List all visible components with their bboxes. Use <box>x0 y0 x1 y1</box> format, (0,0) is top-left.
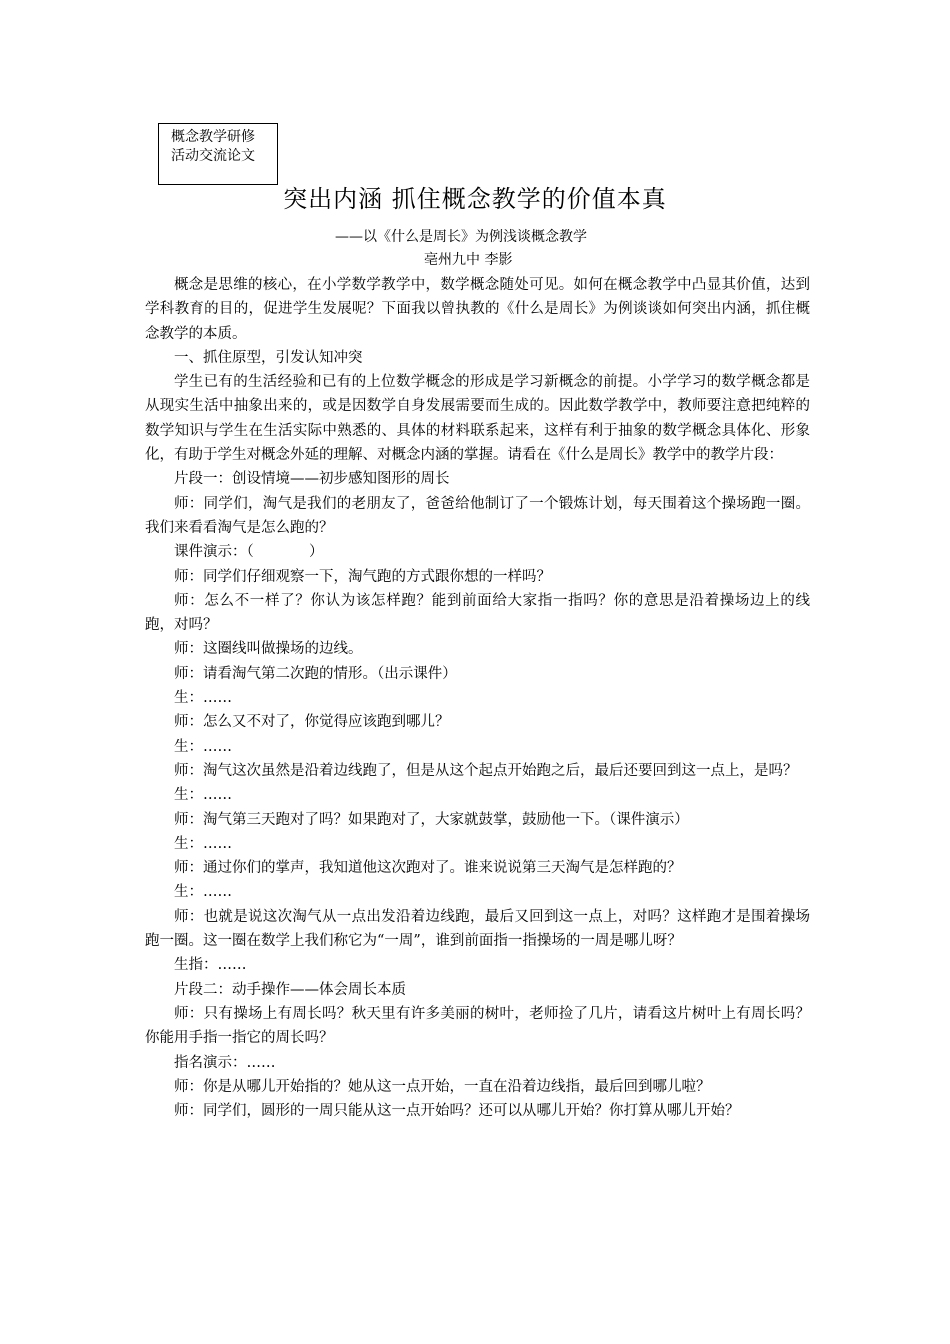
dialogue-line: 生：…… <box>174 690 232 707</box>
dialogue-line: 师：只有操场上有周长吗？秋天里有许多美丽的树叶，老师捡了几片，请看这片树叶上有周长吗？你能用手指一指它的周长吗？ <box>145 1005 810 1047</box>
dialogue-line: 生指：…… <box>174 957 247 974</box>
dialogue-line: 师：通过你们的掌声，我知道他这次跑对了。谁来说说第三天淘气是怎样跑的？ <box>174 860 682 877</box>
category-line-2: 活动交流论文 <box>171 148 255 164</box>
dialogue-line: 师：也就是说这次淘气从一点出发沿着边线跑，最后又回到这一点上，对吗？这样跑才是围着操场跑一圈。这一圈在数学上我们称它为“一周”，谁到前面指一指操场的一周是哪儿呀？ <box>145 908 810 950</box>
essay-category-box <box>158 123 278 185</box>
dialogue-line: 师：这圈线叫做操场的边线。 <box>174 641 363 658</box>
dialogue-line: 师：怎么不一样了？你认为该怎样跑？能到前面给大家指一指吗？你的意思是沿着操场边上的线跑，对吗？ <box>145 592 810 634</box>
dialogue-line: 生：…… <box>174 738 232 755</box>
essay-subtitle: ——以《什么是周长》为例浅谈概念教学 <box>335 229 587 245</box>
courseware-demo-line: 课件演示：（ ） <box>174 544 324 561</box>
dialogue-line: 指名演示：…… <box>174 1054 276 1071</box>
essay-body <box>145 273 810 1123</box>
essay-title: 突出内涵 抓住概念教学的价值本真 <box>283 185 667 213</box>
essay-author: 亳州九中 李影 <box>424 252 513 268</box>
paragraph: 概念是思维的核心，在小学数学教学中，数学概念随处可见。如何在概念教学中凸显其价值，达到学科教育的目的，促进学生发展呢？下面我以曾执教的《什么是周长》为例谈谈如何突出内涵，抓住概念教学的本质。 <box>145 277 810 342</box>
dialogue-line: 生：…… <box>174 787 232 804</box>
dialogue-line: 生：…… <box>174 835 232 852</box>
segment-heading: 片段一：创设情境——初步感知图形的周长 <box>174 471 450 488</box>
dialogue-line: 师：怎么又不对了，你觉得应该跑到哪儿？ <box>174 714 450 731</box>
dialogue-line: 师：同学们，圆形的一周只能从这一点开始吗？还可以从哪儿开始？你打算从哪儿开始？ <box>174 1103 740 1120</box>
dialogue-line: 师：同学们仔细观察一下，淘气跑的方式跟你想的一样吗？ <box>174 568 551 585</box>
dialogue-line: 师：同学们，淘气是我们的老朋友了，爸爸给他制订了一个锻炼计划，每天围着这个操场跑一圈。我们来看看淘气是怎么跑的？ <box>145 495 810 536</box>
dialogue-line: 师：淘气第三天跑对了吗？如果跑对了，大家就鼓掌，鼓励他一下。（课件演示） <box>174 811 689 828</box>
dialogue-line: 师：请看淘气第二次跑的情形。（出示课件） <box>174 665 457 682</box>
category-line-1: 概念教学研修 <box>171 129 255 145</box>
section-heading: 一、抓住原型，引发认知冲突 <box>174 349 363 366</box>
dialogue-line: 师：你是从哪儿开始指的？她从这一点开始，一直在沿着边线指，最后回到哪儿啦？ <box>174 1078 711 1095</box>
segment-heading: 片段二：动手操作——体会周长本质 <box>174 981 406 998</box>
dialogue-line: 生：…… <box>174 884 232 901</box>
paragraph: 学生已有的生活经验和已有的上位数学概念的形成是学习新概念的前提。小学学习的数学概念都是从现实生活中抽象出来的，或是因数学自身发展需要而生成的。因此数学教学中，教师要注意把纯粹的数学知识与学生在生活实际中熟悉的、具体的材料联系起来，这样有利于抽象的数学概念具体化、形象化，有助于学生对概念外延的理解、对概念内涵的掌握。请看在《什么是周长》教学中的教学片段： <box>145 374 810 464</box>
dialogue-line: 师：淘气这次虽然是沿着边线跑了，但是从这个起点开始跑之后，最后还要回到这一点上，是吗？ <box>174 762 798 779</box>
